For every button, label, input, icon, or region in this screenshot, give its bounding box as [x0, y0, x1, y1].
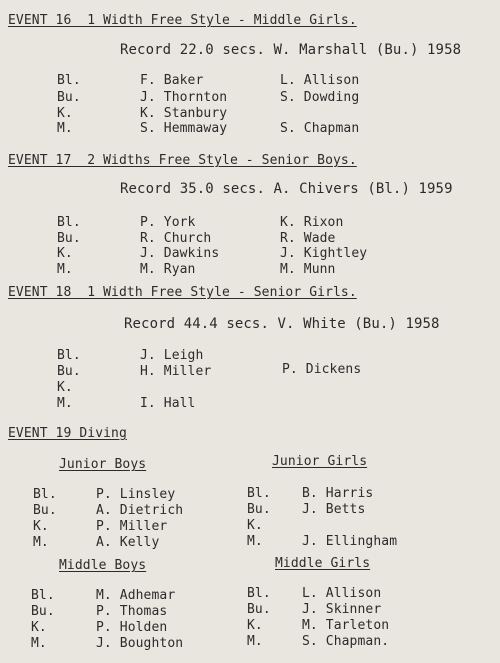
entrant-name: P. Holden [96, 620, 168, 635]
entrant-name: S. Chapman. [302, 634, 390, 649]
entrant-name: I. Hall [140, 396, 196, 411]
event-16-record: Record 22.0 secs. W. Marshall (Bu.) 1958 [120, 42, 462, 58]
house-label: M. [247, 634, 263, 649]
event-16-heading: EVENT 16 1 Width Free Style - Middle Girls. [8, 13, 357, 28]
house-label: Bl. [247, 586, 271, 601]
entrant-name: H. Miller [140, 364, 212, 379]
house-label: Bu. [57, 231, 81, 246]
entrant-name: L. Allison [280, 73, 360, 88]
house-label: Bu. [57, 90, 81, 105]
entrant-name: S. Chapman [280, 121, 360, 136]
entrant-name: M. Tarleton [302, 618, 390, 633]
entrant-name: M. Ryan [140, 262, 196, 277]
entrant-name: F. Baker [140, 73, 204, 88]
entrant-name: J. Dawkins [140, 246, 220, 261]
entrant-name: A. Kelly [96, 535, 160, 550]
entrant-name: B. Harris [302, 486, 374, 501]
house-label: K. [33, 519, 49, 534]
house-label: K. [31, 620, 47, 635]
entrant-name: J. Skinner [302, 602, 382, 617]
house-label: Bu. [57, 364, 81, 379]
house-label: Bl. [57, 348, 81, 363]
event-17-heading: EVENT 17 2 Widths Free Style - Senior Boys. [8, 153, 357, 168]
house-label: M. [33, 535, 49, 550]
house-label: Bl. [57, 73, 81, 88]
house-label: Bl. [33, 487, 57, 502]
house-label: K. [57, 106, 73, 121]
entrant-name: K. Rixon [280, 215, 344, 230]
junior-girls-title: Junior Girls [272, 454, 368, 469]
event-17-record: Record 35.0 secs. A. Chivers (Bl.) 1959 [120, 181, 453, 197]
event-19-heading: EVENT 19 Diving [8, 426, 127, 441]
entrant-name: J. Leigh [140, 348, 204, 363]
entrant-name: L. Allison [302, 586, 382, 601]
entrant-name: J. Ellingham [302, 534, 398, 549]
event-18-record: Record 44.4 secs. V. White (Bu.) 1958 [124, 316, 440, 332]
event-18-heading: EVENT 18 1 Width Free Style - Senior Girls. [8, 285, 357, 300]
entrant-name: A. Dietrich [96, 503, 184, 518]
entrant-name: P. Thomas [96, 604, 168, 619]
house-label: M. [247, 534, 263, 549]
house-label: K. [57, 380, 73, 395]
entrant-name: J. Boughton [96, 636, 184, 651]
entrant-name: J. Betts [302, 502, 366, 517]
entrant-name: P. Dickens [282, 362, 362, 377]
entrant-name: P. York [140, 215, 196, 230]
house-label: K. [247, 518, 263, 533]
middle-girls-title: Middle Girls [275, 556, 371, 571]
house-label: K. [57, 246, 73, 261]
house-label: Bu. [247, 502, 271, 517]
entrant-name: M. Munn [280, 262, 336, 277]
house-label: M. [31, 636, 47, 651]
junior-boys-title: Junior Boys [59, 457, 147, 472]
house-label: Bu. [31, 604, 55, 619]
house-label: Bu. [247, 602, 271, 617]
house-label: Bl. [31, 588, 55, 603]
house-label: K. [247, 618, 263, 633]
entrant-name: R. Church [140, 231, 212, 246]
middle-boys-title: Middle Boys [59, 558, 147, 573]
entrant-name: P. Linsley [96, 487, 176, 502]
house-label: M. [57, 262, 73, 277]
house-label: Bu. [33, 503, 57, 518]
entrant-name: S. Dowding [280, 90, 360, 105]
entrant-name: M. Adhemar [96, 588, 176, 603]
entrant-name: P. Miller [96, 519, 168, 534]
entrant-name: J. Thornton [140, 90, 228, 105]
house-label: M. [57, 121, 73, 136]
entrant-name: R. Wade [280, 231, 336, 246]
house-label: Bl. [247, 486, 271, 501]
house-label: M. [57, 396, 73, 411]
entrant-name: S. Hemmaway [140, 121, 228, 136]
entrant-name: J. Kightley [280, 246, 368, 261]
entrant-name: K. Stanbury [140, 106, 228, 121]
house-label: Bl. [57, 215, 81, 230]
